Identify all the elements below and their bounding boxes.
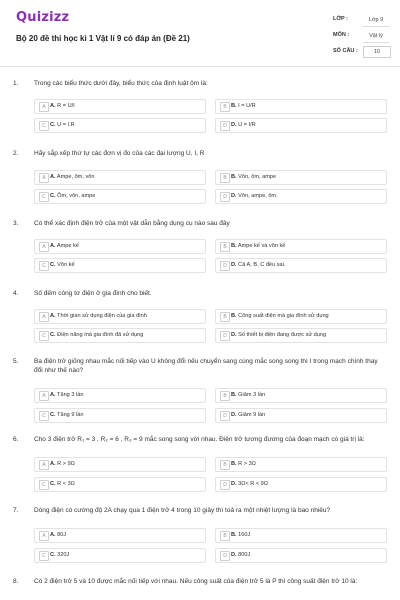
option-value: R < 3Ω (57, 481, 75, 487)
question-text: Ba điện trở giống nhau mắc nối tiếp vào U không đổi nếu chuyển sang cùng mắc song song thì I trong mạch chính thay đổi như thế nào? (34, 358, 378, 374)
option-value: Vôn kế (57, 262, 75, 268)
option-value: I = U/R (238, 103, 256, 109)
answer-option-d[interactable] (215, 477, 387, 492)
option-letter-badge: B (220, 312, 230, 322)
option-letter-badge: C (39, 192, 49, 202)
option-letter-badge: B (220, 391, 230, 401)
question-number: 3. (13, 220, 19, 227)
option-text (231, 103, 256, 109)
option-value: Điện năng mà gia đình đã sử dụng (57, 332, 144, 338)
answer-option-a[interactable] (34, 457, 206, 472)
option-value: Ampe, ôm, vôn (56, 174, 95, 180)
grade-label: LỚP : (333, 16, 348, 22)
option-text (50, 193, 95, 199)
option-key: B. (231, 461, 237, 467)
option-text (231, 122, 256, 128)
option-value: U = I/R (238, 122, 256, 128)
option-key: A. (50, 243, 56, 249)
option-key: A. (50, 313, 56, 319)
option-value: 320J (57, 552, 70, 558)
question-number: 8. (13, 578, 19, 585)
option-key: B. (231, 532, 237, 538)
option-value: Vôn, ampe, ôm. (238, 193, 278, 199)
page-header (0, 0, 400, 67)
option-key: A. (50, 392, 56, 398)
option-key: C. (50, 412, 56, 418)
answer-option-d[interactable] (215, 189, 387, 204)
option-value: Tăng 3 lần (57, 392, 84, 398)
option-letter-badge: C (39, 551, 49, 561)
option-letter-badge: A (39, 391, 49, 401)
option-key: A. (50, 174, 56, 180)
answer-option-d[interactable] (215, 118, 387, 133)
option-value: 160J (238, 532, 251, 538)
option-key: C. (50, 262, 56, 268)
option-text (50, 174, 94, 180)
document-title: Bộ 20 đề thi học kì 1 Vật lí 9 có đáp án (Đề 21) (16, 34, 190, 43)
answer-option-a[interactable] (34, 99, 206, 114)
answer-option-b[interactable] (215, 388, 387, 403)
option-value: 80J (57, 532, 67, 538)
option-key: B. (231, 103, 237, 109)
option-letter-badge: B (220, 531, 230, 541)
question-text: Cho 3 điện trở R₁ = 3 , R₂ = 6 , R₃ = 9 mắc song song với nhau. Điện trở tương đương của đoạn mạch có giá trị là: (34, 436, 365, 443)
option-key: B. (231, 243, 237, 249)
option-letter-badge: B (220, 102, 230, 112)
option-value: Thời gian sử dụng điện của gia đình (57, 313, 147, 319)
meta-row-grade (333, 14, 389, 30)
option-text (231, 461, 256, 467)
option-key: D. (231, 481, 237, 487)
answer-option-a[interactable] (34, 170, 206, 185)
option-key: A. (50, 103, 56, 109)
option-value: R > 9Ω (57, 461, 75, 467)
option-key: D. (231, 193, 237, 199)
option-value: Ôm, vôn, ampe (57, 193, 96, 199)
option-value: Giảm 9 lần (238, 412, 266, 418)
option-key: D. (231, 332, 237, 338)
option-letter-badge: A (39, 173, 49, 183)
answer-option-d[interactable] (215, 548, 387, 563)
option-text (231, 332, 326, 338)
option-text (231, 174, 276, 180)
option-key: B. (231, 174, 237, 180)
option-letter-badge: B (220, 173, 230, 183)
option-key: D. (231, 412, 237, 418)
option-key: C. (50, 552, 56, 558)
answer-option-c[interactable] (34, 328, 206, 343)
question-number: 6. (13, 436, 19, 443)
subject-label: MÔN : (333, 32, 350, 38)
option-text (231, 552, 250, 558)
option-value: Vôn, ôm, ampe (238, 174, 277, 180)
option-letter-badge: B (220, 242, 230, 252)
option-text (231, 193, 278, 199)
option-letter-badge: D (220, 480, 230, 490)
option-key: D. (231, 122, 237, 128)
option-key: D. (231, 262, 237, 268)
option-value: R = U/I (57, 103, 75, 109)
option-value: Ampe kế và vôn kế (237, 243, 286, 249)
option-key: B. (231, 392, 237, 398)
option-letter-badge: B (220, 460, 230, 470)
option-letter-badge: D (220, 192, 230, 202)
answer-option-c[interactable] (34, 118, 206, 133)
option-value: R > 3Ω (238, 461, 256, 467)
question-count-label: SỐ CÂU : (333, 48, 358, 54)
option-key: D. (231, 552, 237, 558)
option-letter-badge: D (220, 411, 230, 421)
answer-option-b[interactable] (215, 309, 387, 324)
option-text (50, 262, 75, 268)
answer-option-a[interactable] (34, 239, 206, 254)
meta-row-subject (333, 30, 389, 46)
option-letter-badge: C (39, 261, 49, 271)
question-number: 5. (13, 358, 19, 365)
answer-option-b[interactable] (215, 170, 387, 185)
option-value: Giảm 3 lần (238, 392, 266, 398)
answer-option-b[interactable] (215, 99, 387, 114)
question-number: 1. (13, 80, 19, 87)
option-letter-badge: A (39, 312, 49, 322)
option-letter-badge: D (220, 121, 230, 131)
option-value: U = I.R (57, 122, 75, 128)
option-letter-badge: D (220, 551, 230, 561)
question-text: Có thể xác định điện trở của một vật dẫn bằng dụng cụ nào sau đây (34, 220, 230, 227)
option-text (50, 122, 75, 128)
option-key: B. (231, 313, 237, 319)
option-letter-badge: A (39, 242, 49, 252)
option-value: 3Ω< R < 9Ω (238, 481, 268, 487)
answer-option-c[interactable] (34, 548, 206, 563)
option-value: Tăng 9 lần (57, 412, 84, 418)
answer-option-d[interactable] (215, 258, 387, 273)
option-text (50, 332, 143, 338)
option-letter-badge: C (39, 331, 49, 341)
option-key: A. (50, 461, 56, 467)
subject-value: Vật lý (363, 30, 389, 43)
option-key: C. (50, 481, 56, 487)
option-text (231, 481, 268, 487)
meta-panel (333, 14, 389, 62)
answer-option-d[interactable] (215, 328, 387, 343)
answer-option-c[interactable] (34, 477, 206, 492)
option-text (231, 313, 329, 319)
answer-option-b[interactable] (215, 528, 387, 543)
option-letter-badge: C (39, 411, 49, 421)
option-value: 800J (238, 552, 251, 558)
option-key: C. (50, 122, 56, 128)
meta-row-question-count (333, 46, 389, 62)
option-text (50, 313, 147, 319)
option-text (50, 412, 83, 418)
option-value: Số thiết bị điện đang được sử dụng (238, 332, 327, 338)
option-text (50, 552, 69, 558)
option-text (50, 461, 75, 467)
option-key: C. (50, 193, 56, 199)
answer-option-a[interactable] (34, 309, 206, 324)
option-value: Công suất điện mà gia đình sử dụng (238, 313, 329, 319)
option-letter-badge: C (39, 121, 49, 131)
question-number: 2. (13, 150, 19, 157)
answer-option-a[interactable] (34, 528, 206, 543)
option-value: Cả A, B, C đều sai. (238, 262, 286, 268)
question-text: Trong các biểu thức dưới đây, biểu thức của định luật ôm là: (34, 80, 208, 87)
option-letter-badge: A (39, 102, 49, 112)
question-number: 7. (13, 507, 19, 514)
question-number: 4. (13, 290, 19, 297)
option-letter-badge: D (220, 261, 230, 271)
option-value: Ampe kế (56, 243, 79, 249)
question-text: Hãy sắp xếp thứ tự các đơn vị đo của các đại lượng U, I, R (34, 150, 205, 157)
quizizz-logo: Quizizz (16, 10, 70, 25)
answer-option-d[interactable] (215, 408, 387, 423)
option-letter-badge: C (39, 480, 49, 490)
question-text: Số đếm công tơ điện ở gia đình cho biết. (34, 290, 152, 297)
question-text: Dòng điện có cường độ 2A chạy qua 1 điện trở 4 trong 10 giây thì toả ra một nhiệt lượng là bao nhiêu? (34, 507, 331, 514)
option-letter-badge: D (220, 331, 230, 341)
option-text (231, 532, 250, 538)
question-count-value: 10 (363, 46, 391, 58)
option-text (50, 392, 83, 398)
option-text (231, 262, 285, 268)
answer-option-b[interactable] (215, 457, 387, 472)
option-text (231, 412, 265, 418)
answer-option-c[interactable] (34, 408, 206, 423)
option-text (231, 243, 285, 249)
option-letter-badge: A (39, 531, 49, 541)
answer-option-a[interactable] (34, 388, 206, 403)
option-text (231, 392, 265, 398)
option-letter-badge: A (39, 460, 49, 470)
grade-value: Lớp 9 (363, 14, 389, 27)
answer-option-c[interactable] (34, 258, 206, 273)
option-text (50, 103, 75, 109)
question-text: Có 2 điện trở 5 và 10 được mắc nối tiếp với nhau. Nếu công suất của điện trở 5 là P thì công suất điện trở 10 là: (34, 578, 358, 585)
answer-option-b[interactable] (215, 239, 387, 254)
option-key: A. (50, 532, 56, 538)
option-text (50, 481, 75, 487)
option-key: C. (50, 332, 56, 338)
option-text (50, 532, 66, 538)
answer-option-c[interactable] (34, 189, 206, 204)
option-text (50, 243, 79, 249)
